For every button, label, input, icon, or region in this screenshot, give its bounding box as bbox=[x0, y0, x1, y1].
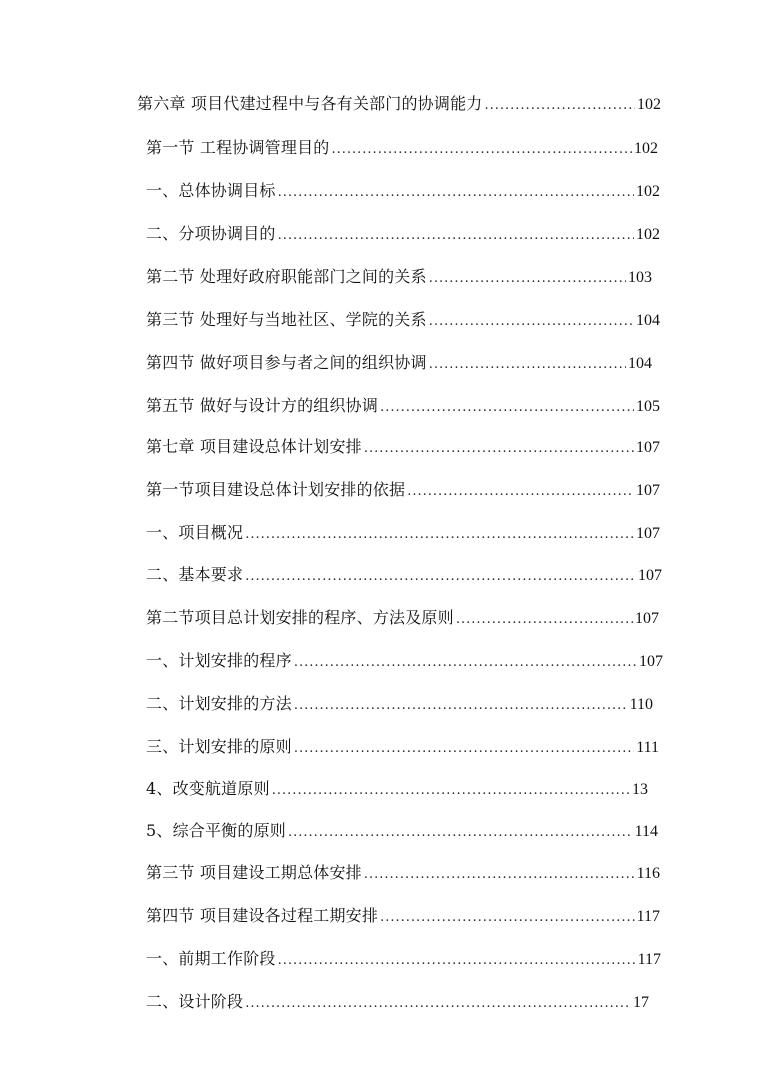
dot-leader bbox=[294, 737, 634, 761]
toc-entry-page: 105 bbox=[636, 398, 660, 415]
toc-entry-title: 第一节 工程协调管理目的 bbox=[146, 138, 330, 157]
toc-entry-page: 102 bbox=[637, 96, 661, 113]
toc-entry-page: 102 bbox=[636, 183, 660, 200]
dot-leader bbox=[332, 138, 633, 162]
dot-leader bbox=[407, 480, 634, 504]
toc-entry[interactable] bbox=[146, 521, 660, 545]
dot-leader bbox=[278, 181, 634, 205]
toc-entry[interactable] bbox=[146, 777, 648, 801]
toc-entry[interactable] bbox=[146, 308, 660, 332]
toc-entry-title: 三、计划安排的原则 bbox=[146, 737, 292, 756]
dot-leader bbox=[294, 651, 637, 675]
toc-entry[interactable] bbox=[146, 179, 660, 203]
toc-entry[interactable] bbox=[146, 351, 652, 375]
toc-entry[interactable] bbox=[146, 649, 663, 673]
toc-entry[interactable] bbox=[146, 478, 660, 502]
toc-entry-page: 110 bbox=[629, 696, 653, 713]
toc-entry-title: 一、计划安排的程序 bbox=[146, 651, 292, 670]
toc-entry-title: 第二节项目总计划安排的程序、方法及原则 bbox=[146, 608, 454, 627]
dot-leader bbox=[245, 992, 631, 1016]
dot-leader bbox=[380, 906, 635, 930]
toc-entry-title: 第四节 做好项目参与者之间的组织协调 bbox=[146, 353, 427, 372]
dot-leader bbox=[245, 565, 636, 589]
toc-entry[interactable] bbox=[146, 606, 659, 630]
toc-entry-page: 117 bbox=[637, 951, 661, 968]
toc-entry[interactable] bbox=[146, 435, 660, 459]
toc-entry-page: 17 bbox=[633, 994, 649, 1011]
toc-entry-title: 第五节 做好与设计方的组织协调 bbox=[146, 396, 379, 415]
toc-entry-title: 一、总体协调目标 bbox=[146, 181, 276, 200]
dot-leader bbox=[288, 821, 633, 845]
dot-leader bbox=[278, 949, 636, 973]
toc-entry[interactable] bbox=[146, 861, 660, 885]
dot-leader bbox=[456, 608, 633, 632]
toc-entry[interactable] bbox=[146, 904, 660, 928]
toc-entry-page: 107 bbox=[639, 653, 663, 670]
dot-leader bbox=[429, 267, 626, 291]
toc-entry-page: 102 bbox=[636, 226, 660, 243]
dot-leader bbox=[364, 863, 635, 887]
toc-entry[interactable] bbox=[146, 947, 661, 971]
dot-leader bbox=[380, 396, 634, 420]
toc-entry[interactable] bbox=[146, 819, 658, 843]
toc-entry-title: 二、基本要求 bbox=[146, 565, 244, 584]
toc-entry-title: 5、综合平衡的原则 bbox=[146, 821, 286, 840]
toc-entry-title: 一、前期工作阶段 bbox=[146, 949, 276, 968]
toc-entry-page: 117 bbox=[636, 908, 660, 925]
toc-entry-title: 4、改变航道原则 bbox=[146, 779, 270, 798]
toc-entry-title: 第四节 项目建设各过程工期安排 bbox=[146, 906, 379, 925]
toc-entry[interactable] bbox=[146, 563, 662, 587]
toc-entry-page: 116 bbox=[636, 865, 660, 882]
dot-leader bbox=[272, 779, 630, 803]
dot-leader bbox=[294, 694, 628, 718]
toc-entry-page: 107 bbox=[636, 525, 660, 542]
dot-leader bbox=[278, 224, 634, 248]
toc-entry[interactable] bbox=[146, 735, 659, 759]
toc-entry-title: 第七章 项目建设总体计划安排 bbox=[146, 437, 362, 456]
toc-entry[interactable] bbox=[146, 394, 660, 418]
toc-entry[interactable] bbox=[146, 222, 660, 246]
toc-entry-title: 第一节项目建设总体计划安排的依据 bbox=[146, 480, 406, 499]
toc-entry-page: 104 bbox=[628, 355, 652, 372]
toc-entry-title: 第二节 处理好政府职能部门之间的关系 bbox=[146, 267, 427, 286]
toc-entry-page: 107 bbox=[636, 482, 660, 499]
toc-entry-title: 一、项目概况 bbox=[146, 523, 244, 542]
toc-entry-page: 103 bbox=[628, 269, 652, 286]
toc-entry-page: 102 bbox=[634, 140, 658, 157]
toc-entry[interactable] bbox=[137, 92, 661, 116]
toc-entry-page: 107 bbox=[636, 439, 660, 456]
toc-entry[interactable] bbox=[146, 265, 652, 289]
dot-leader bbox=[429, 310, 634, 334]
dot-leader bbox=[429, 353, 626, 377]
toc-entry-title: 第六章 项目代建过程中与各有关部门的协调能力 bbox=[137, 94, 483, 113]
toc-entry-title: 二、计划安排的方法 bbox=[146, 694, 292, 713]
toc-entry-page: 114 bbox=[634, 823, 658, 840]
toc-entry-page: 107 bbox=[638, 567, 662, 584]
dot-leader bbox=[364, 437, 634, 461]
toc-entry-page: 111 bbox=[636, 739, 659, 756]
dot-leader bbox=[245, 523, 634, 547]
toc-entry-title: 二、设计阶段 bbox=[146, 992, 244, 1011]
toc-entry[interactable] bbox=[146, 136, 658, 160]
toc-entry-title: 第三节 项目建设工期总体安排 bbox=[146, 863, 362, 882]
toc-entry-page: 107 bbox=[635, 610, 659, 627]
dot-leader bbox=[485, 94, 636, 118]
toc-entry-title: 第三节 处理好与当地社区、学院的关系 bbox=[146, 310, 427, 329]
toc-entry-title: 二、分项协调目的 bbox=[146, 224, 276, 243]
toc-entry[interactable] bbox=[146, 692, 653, 716]
toc-entry-page: 104 bbox=[636, 312, 660, 329]
toc-entry[interactable] bbox=[146, 990, 649, 1014]
toc-entry-page: 13 bbox=[632, 781, 648, 798]
